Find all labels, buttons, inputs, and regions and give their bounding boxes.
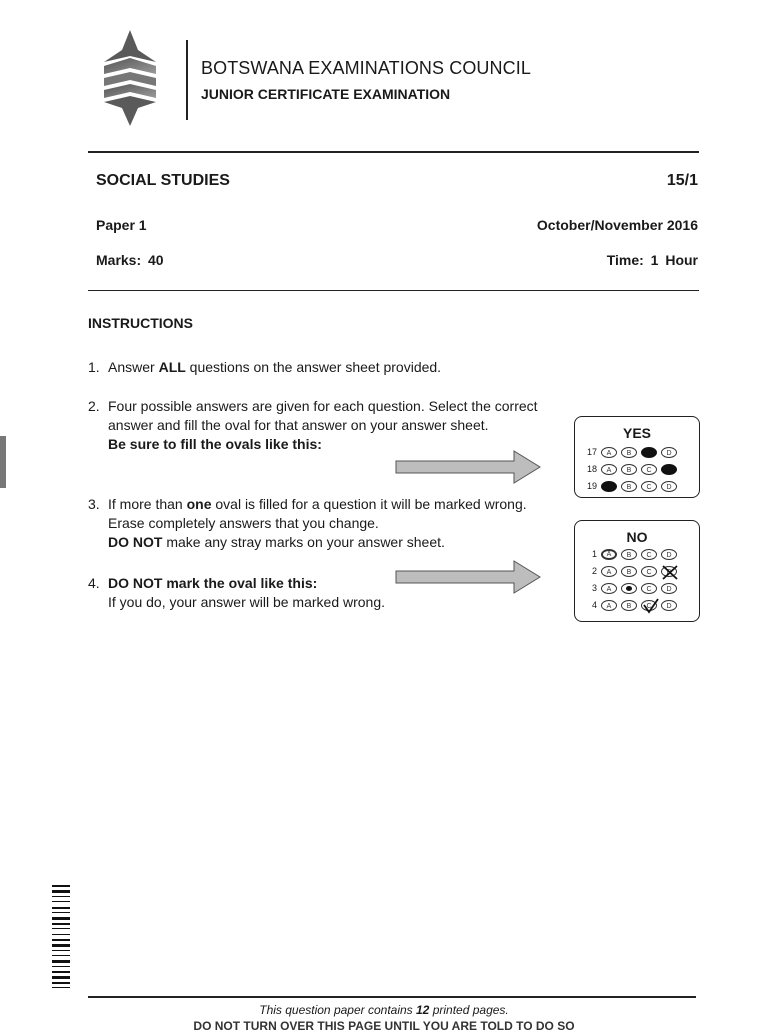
- barcode-bar: [52, 923, 70, 925]
- instruction-emphasis: ALL: [158, 359, 186, 375]
- answer-oval: D: [661, 583, 677, 594]
- answer-row: [575, 446, 699, 460]
- page-count: 12: [416, 1003, 430, 1017]
- question-number: 19: [586, 481, 597, 491]
- answer-oval: [621, 583, 637, 594]
- barcode-bar: [52, 917, 70, 920]
- correct-example-panel: [574, 416, 700, 498]
- exam-name: JUNIOR CERTIFICATE EXAMINATION: [201, 86, 451, 102]
- barcode-bar: [52, 885, 70, 887]
- footnote-text: printed pages.: [429, 1003, 509, 1017]
- instruction-text: If you do, your answer will be marked wrong.: [108, 594, 386, 610]
- barcode-bar: [52, 982, 70, 984]
- tick-mark-icon: [642, 601, 658, 612]
- answer-oval: A: [601, 549, 617, 560]
- council-logo: [98, 28, 162, 128]
- arrow-right-icon: [394, 559, 542, 595]
- instruction-text: oval is filled for a question it will be marked wrong. Erase completely answers that you change.: [108, 496, 527, 531]
- answer-row: [575, 565, 699, 579]
- instruction-text: If more than: [108, 496, 187, 512]
- paper-number: Paper 1: [96, 217, 147, 233]
- header-divider: [186, 40, 188, 120]
- time-allowed: Time: 1 Hour: [606, 252, 698, 268]
- answer-oval: A: [601, 464, 617, 475]
- barcode-bar: [52, 944, 70, 947]
- instruction-text: make any stray marks on your answer sheet.: [162, 534, 445, 550]
- answer-oval: B: [621, 481, 637, 492]
- council-name: BOTSWANA EXAMINATIONS COUNCIL: [201, 58, 531, 78]
- answer-oval: B: [621, 447, 637, 458]
- turn-over-warning: DO NOT TURN OVER THIS PAGE UNTIL YOU ARE TOLD TO DO SO: [193, 1019, 575, 1033]
- barcode-bar: [52, 950, 70, 951]
- instruction-number: 3.: [88, 496, 100, 512]
- instruction-emphasis: DO NOT: [108, 534, 163, 550]
- answer-oval: A: [601, 600, 617, 611]
- answer-oval: D: [661, 447, 677, 458]
- answer-row: [575, 480, 699, 494]
- instruction-number: 4.: [88, 575, 100, 591]
- question-number: 3: [591, 583, 597, 593]
- footnote-text: This question paper contains: [259, 1003, 416, 1017]
- answer-oval: C: [641, 464, 657, 475]
- barcode-bar: [52, 890, 70, 893]
- question-number: 4: [591, 600, 597, 610]
- answer-oval: D: [661, 481, 677, 492]
- incorrect-example-panel: [574, 520, 700, 622]
- arrow-right-icon: [394, 449, 542, 485]
- top-rule: [88, 151, 699, 153]
- answer-oval: B: [621, 464, 637, 475]
- answer-oval: C: [641, 566, 657, 577]
- cross-mark-icon: [662, 567, 678, 578]
- instruction-text: Four possible answers are given for each question. Select the correct answer and fill the oval for that answer on your answer sheet.: [108, 398, 538, 433]
- barcode-bar: [52, 976, 70, 979]
- instructions-heading: INSTRUCTIONS: [88, 315, 193, 331]
- answer-oval: D: [661, 566, 677, 577]
- edge-mark: [0, 436, 6, 488]
- panel-title: NO: [626, 529, 648, 545]
- barcode-bar: [52, 955, 70, 956]
- answer-row: [575, 548, 699, 562]
- answer-oval: B: [621, 566, 637, 577]
- answer-oval: A: [601, 583, 617, 594]
- barcode-bar: [52, 987, 70, 988]
- instruction-number: 2.: [88, 398, 100, 414]
- question-number: 1: [591, 549, 597, 559]
- barcode-bar: [52, 912, 70, 913]
- answer-row: [575, 599, 699, 613]
- answer-oval: C: [641, 481, 657, 492]
- answer-row: [575, 463, 699, 477]
- paper-code: 15/1: [666, 172, 698, 189]
- answer-oval: C: [641, 600, 657, 611]
- footer-rule: [88, 996, 696, 998]
- question-number: 17: [586, 447, 597, 457]
- answer-oval: B: [621, 549, 637, 560]
- barcode-bar: [52, 966, 70, 967]
- instruction-number: 1.: [88, 359, 100, 375]
- subject-title: SOCIAL STUDIES: [96, 172, 230, 189]
- answer-oval: B: [621, 600, 637, 611]
- exam-session: October/November 2016: [536, 217, 698, 233]
- answer-oval: [601, 481, 617, 492]
- instruction-emphasis: Be sure to fill the ovals like this:: [108, 436, 322, 452]
- barcode-bar: [52, 934, 70, 935]
- instruction-emphasis: DO NOT mark the oval like this:: [108, 575, 318, 591]
- barcode: [52, 885, 70, 1017]
- total-marks: Marks: 40: [96, 252, 164, 268]
- answer-oval: D: [661, 549, 677, 560]
- answer-oval: [661, 464, 677, 475]
- instruction-text: Answer: [108, 359, 159, 375]
- instruction-text: questions on the answer sheet provided.: [185, 359, 442, 375]
- panel-title: YES: [622, 425, 651, 441]
- question-number: 18: [586, 464, 597, 474]
- question-number: 2: [591, 566, 597, 576]
- answer-oval: C: [641, 549, 657, 560]
- barcode-bar: [52, 939, 70, 941]
- barcode-bar: [52, 896, 70, 897]
- answer-oval: A: [601, 566, 617, 577]
- answer-oval: C: [641, 583, 657, 594]
- answer-oval: D: [661, 600, 677, 611]
- barcode-bar: [52, 928, 70, 929]
- barcode-bar: [52, 907, 70, 909]
- info-rule: [88, 290, 699, 291]
- answer-row: [575, 582, 699, 596]
- answer-oval: A: [601, 447, 617, 458]
- answer-oval: [641, 447, 657, 458]
- barcode-bar: [52, 901, 70, 902]
- page-count-note: [0, 1003, 768, 1017]
- barcode-bar: [52, 960, 70, 963]
- instruction-emphasis: one: [186, 496, 212, 512]
- barcode-bar: [52, 971, 70, 973]
